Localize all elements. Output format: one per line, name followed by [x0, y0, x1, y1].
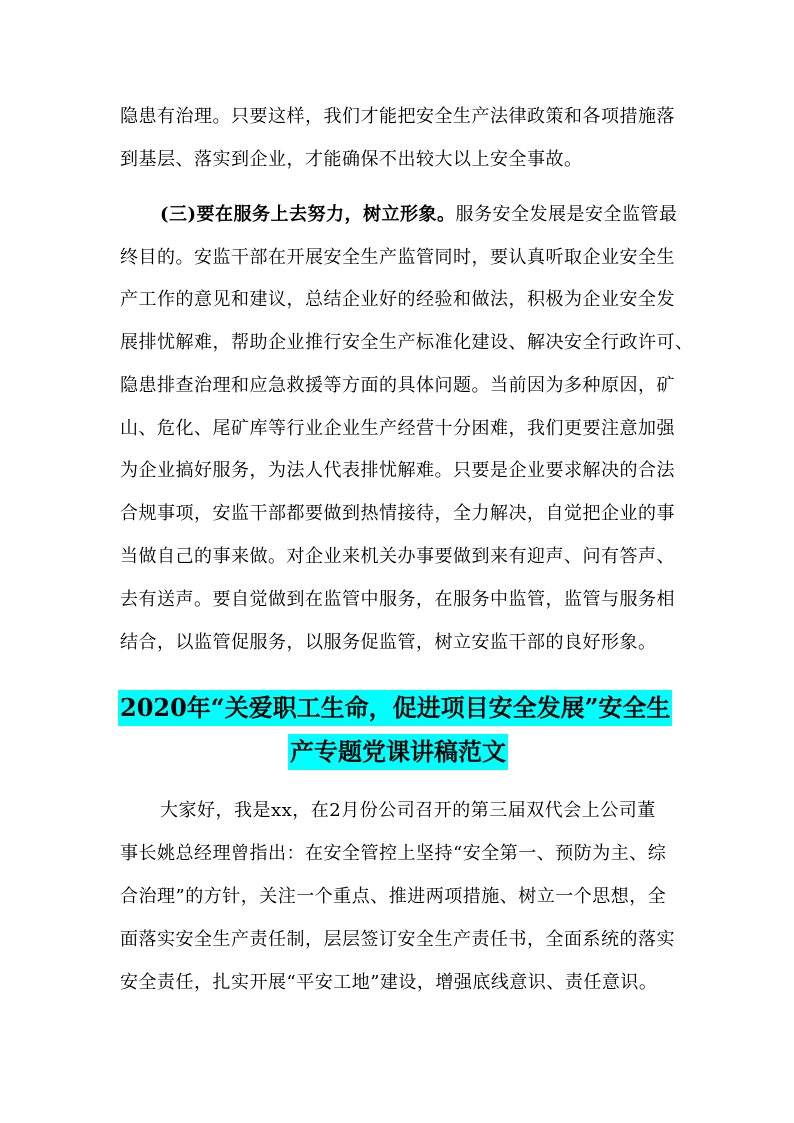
paragraph-1-line-1: 隐患有治理。只要这样，我们才能把安全生产法律政策和各项措施落 — [120, 106, 675, 127]
section-heading: (三)要在服务上去努力，树立形象。 — [160, 204, 456, 225]
article-title-line-2: 产专题党课讲稿范文 — [288, 734, 508, 770]
paragraph-2-line-4: 展排忧解难，帮助企业推行安全生产标准化建设、解决安全行政许可、 — [120, 332, 694, 353]
paragraph-1-line-2: 到基层、落实到企业，才能确保不出较大以上安全事故。 — [120, 149, 583, 170]
paragraph-2-line-3: 产工作的意见和建议，总结企业好的经验和做法，积极为企业安全发 — [120, 289, 675, 310]
paragraph-2-line-9: 当做自己的事来做。对企业来机关办事要做到来有迎声、问有答声、 — [120, 546, 675, 567]
paragraph-2-line-2: 终目的。安监干部在开展安全生产监管同时，要认真听取企业安全生 — [120, 247, 675, 268]
paragraph-2-line-8: 合规事项，安监干部都要做到热情接待，全力解决，自觉把企业的事 — [120, 503, 675, 524]
paragraph-3-line-1: 大家好，我是xx，在2月份公司召开的第三届双代会上公司董 — [160, 800, 656, 821]
paragraph-2-line-6: 山、危化、尾矿库等行业企业生产经营十分困难，我们更要注意加强 — [120, 418, 675, 439]
paragraph-2-line-1 — [160, 203, 680, 227]
paragraph-3-line-3: 合治理”的方针，关注一个重点、推进两项措施、树立一个思想，全 — [120, 886, 667, 907]
paragraph-2-line-11: 结合，以监管促服务，以服务促监管，树立安监干部的良好形象。 — [120, 632, 657, 653]
paragraph-3-line-5: 安全责任，扎实开展“平安工地”建设，增强底线意识、责任意识。 — [120, 972, 658, 993]
paragraph-2-line-5: 隐患排查治理和应急救援等方面的具体问题。当前因为多种原因，矿 — [120, 375, 675, 396]
paragraph-2-line-7: 为企业搞好服务，为法人代表排忧解难。只要是企业要求解决的合法 — [120, 460, 675, 481]
article-title-line-1: 2020年“关爱职工生命，促进项目安全发展”安全生 — [118, 690, 672, 726]
paragraph-3-line-4: 面落实安全生产责任制，层层签订安全生产责任书，全面系统的落实 — [120, 929, 675, 950]
paragraph-2-line-10: 去有送声。要自觉做到在监管中服务，在服务中监管，监管与服务相 — [120, 589, 675, 610]
paragraph-2-line-1-text: 服务安全发展是安全监管最 — [455, 204, 678, 225]
paragraph-3-line-2: 事长姚总经理曾指出：在安全管控上坚持“安全第一、预防为主、综 — [120, 843, 667, 864]
